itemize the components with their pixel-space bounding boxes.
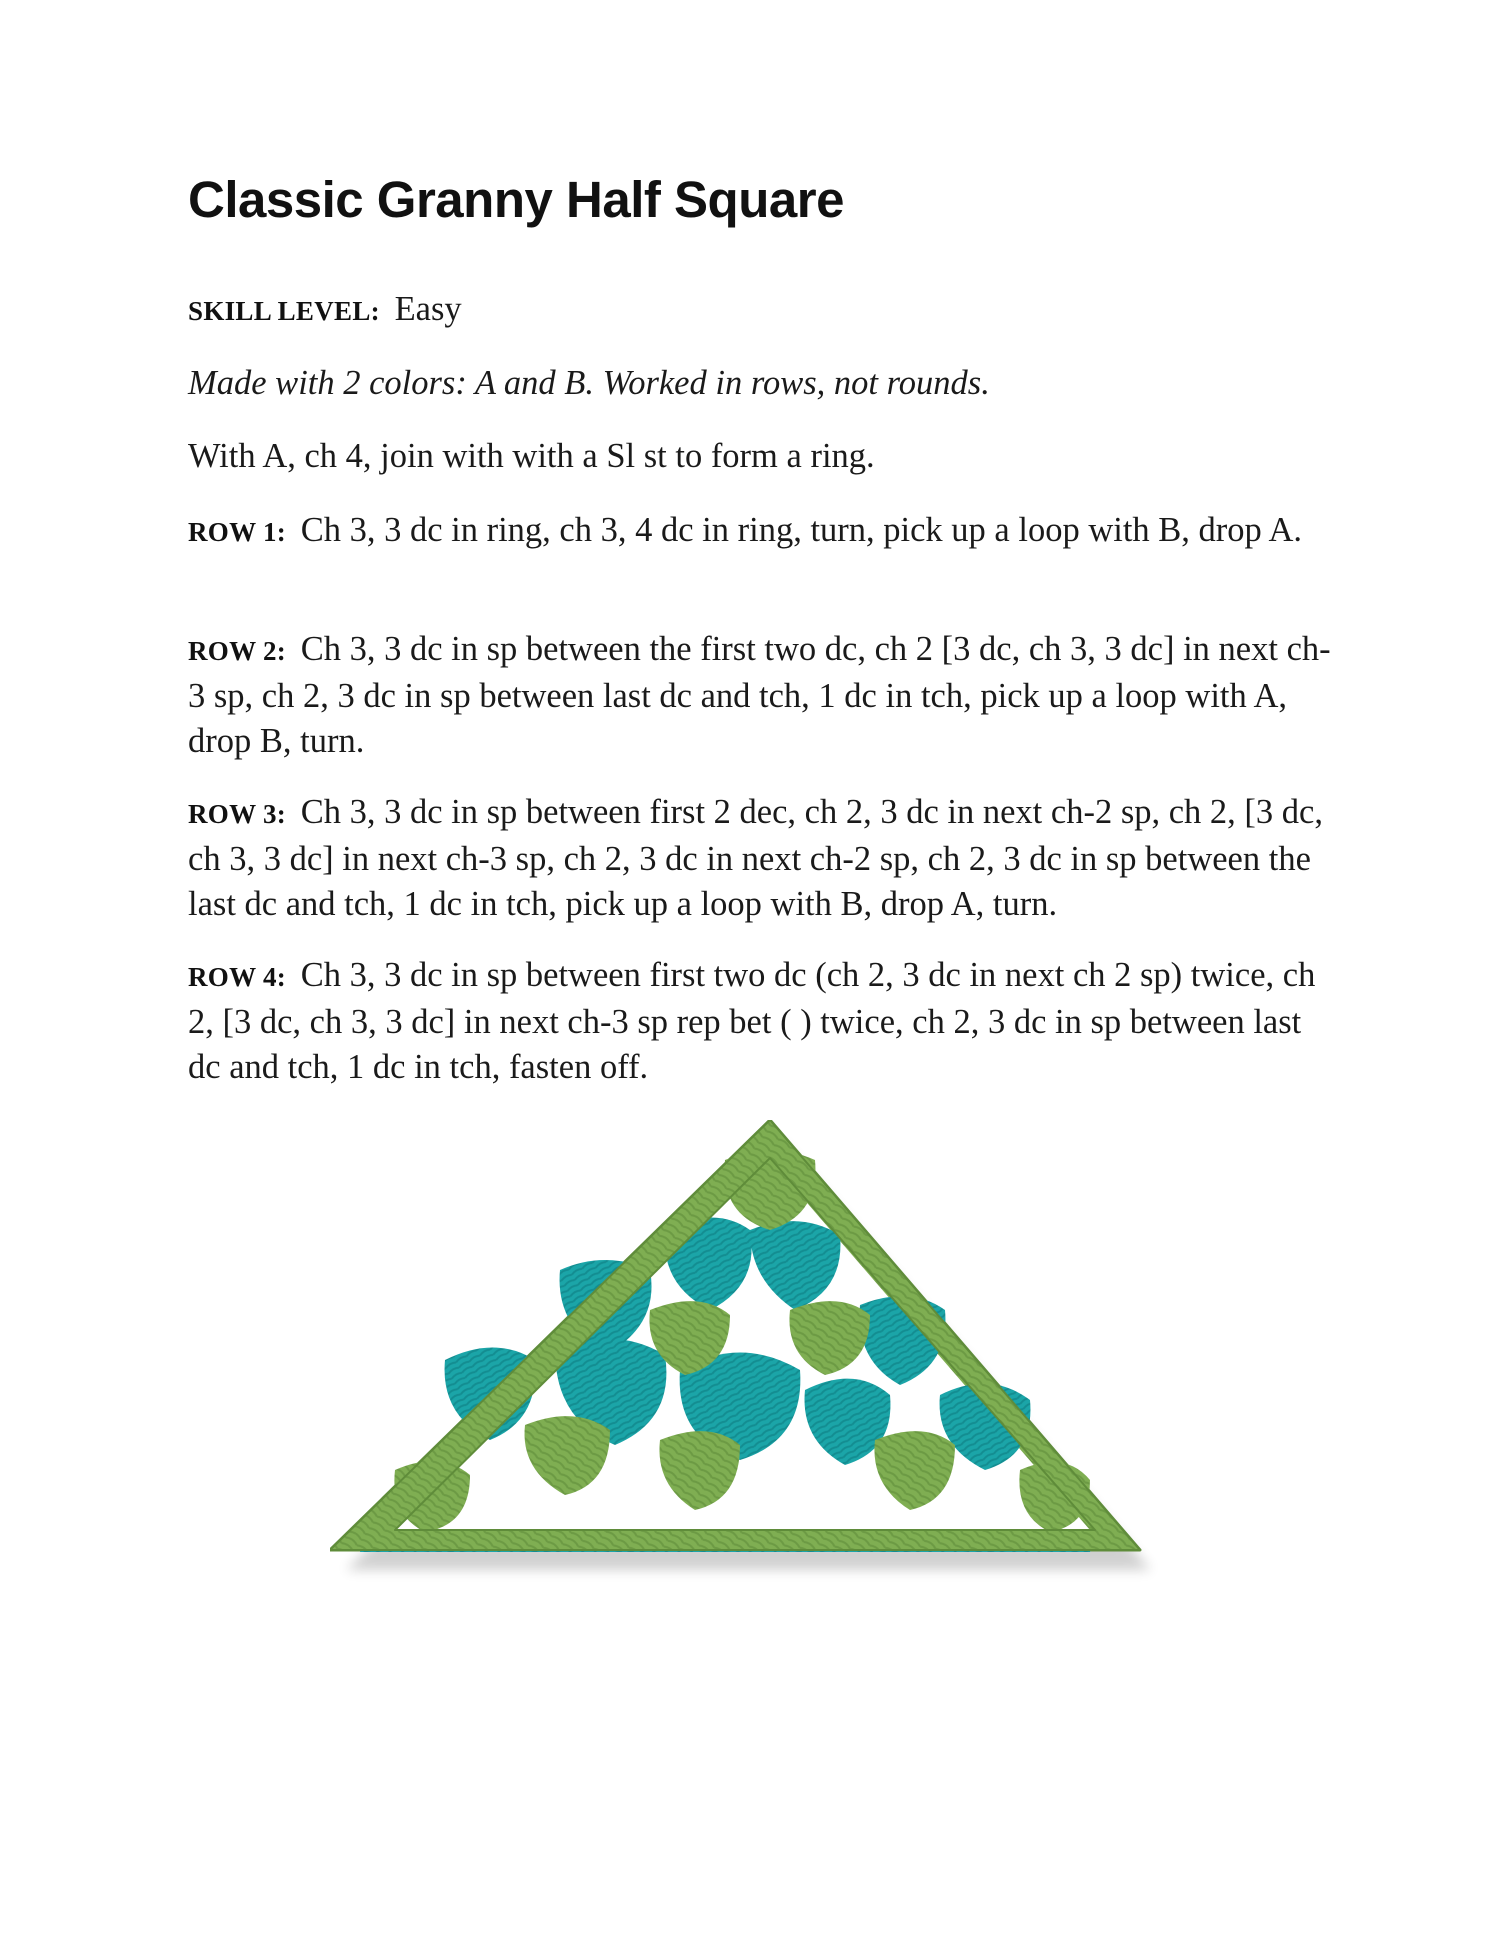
foundation-ring-instruction: With A, ch 4, join with with a Sl st to form a ring. (188, 437, 875, 475)
skill-level (188, 287, 1338, 334)
row-3-label: ROW 3: (188, 799, 287, 829)
page-title: Classic Granny Half Square (188, 171, 844, 228)
row-4-label: ROW 4: (188, 962, 287, 992)
inner-field (385, 1160, 1090, 1530)
row-2-instruction (188, 627, 1338, 764)
row-4-text: Ch 3, 3 dc in sp between first two dc (ch 2, 3 dc in next ch 2 sp) twice, ch 2, [3 dc, ch 3, 3 dc] in next ch-3 sp rep bet ( ) twice, ch 2, 3 dc in sp between last dc and tch, 1 dc in tch, fasten off. (188, 956, 1316, 1086)
row-1-text: Ch 3, 3 dc in ring, ch 3, 4 dc in ring, turn, pick up a loop with B, drop A. (300, 511, 1303, 549)
row-1-label: ROW 1: (188, 517, 287, 547)
row-2-label: ROW 2: (188, 636, 287, 666)
color-note: Made with 2 colors: A and B. Worked in rows, not rounds. (188, 364, 990, 402)
skill-level-value: Easy (394, 290, 462, 328)
skill-level-label: SKILL LEVEL: (188, 296, 380, 326)
row-2-text: Ch 3, 3 dc in sp between the first two dc, ch 2 [3 dc, ch 3, 3 dc] in next ch-3 sp, ch 2, 3 dc in sp between last dc and tch, 1 dc in tch, pick up a loop with A, drop B, turn. (188, 630, 1331, 760)
row-3-instruction (188, 790, 1338, 927)
granny-half-square-photo (330, 1120, 1160, 1590)
row-4-instruction (188, 953, 1338, 1090)
row-1-instruction (188, 508, 1338, 555)
row-3-text: Ch 3, 3 dc in sp between first 2 dec, ch 2, 3 dc in next ch-2 sp, ch 2, [3 dc, ch 3, 3 dc] in next ch-3 sp, ch 2, 3 dc in next ch-2 sp, ch 2, 3 dc in sp between the last dc and tch, 1 dc in tch, pick up a loop with B, drop A, turn. (188, 793, 1323, 923)
